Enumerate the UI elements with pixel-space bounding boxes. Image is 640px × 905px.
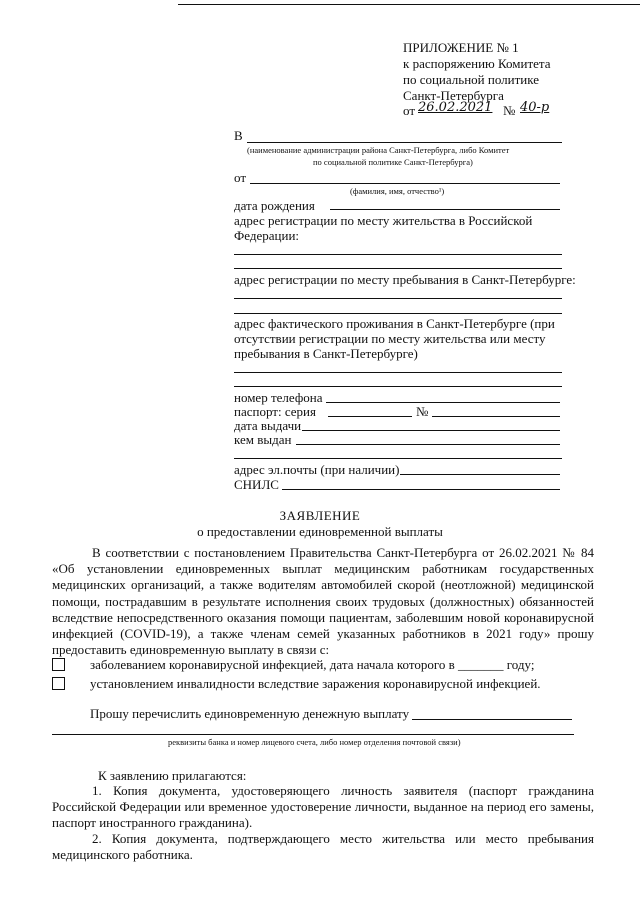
top-border-line: [178, 4, 640, 5]
appendix-number-prefix: №: [503, 103, 516, 118]
issue-date-label: дата выдачи: [234, 418, 302, 433]
issue-date-line: [302, 430, 560, 431]
bank-caption: реквизиты банка и номер лицевого счета, либо номер отделения почтовой связи): [168, 737, 461, 747]
transfer-field-line: [412, 719, 572, 720]
to-field-line: [247, 142, 562, 143]
option-1-checkbox[interactable]: [52, 658, 65, 671]
reg-residence-line-2: Федерации:: [234, 228, 300, 243]
reg-residence-line-1: адрес регистрации по месту жительства в Российской: [234, 213, 533, 228]
birth-date-line: [330, 209, 560, 210]
email-label: адрес эл.почты (при наличии): [234, 462, 400, 477]
issued-by-line: [296, 444, 560, 445]
actual-residence-field-2: [234, 386, 562, 387]
passport-number-label: №: [416, 404, 429, 419]
appendix-date-value: 26.02.2021: [418, 100, 493, 115]
snils-label: СНИЛС: [234, 477, 279, 492]
appendix-line-4: Санкт-Петербурга: [403, 88, 504, 103]
to-caption-line-1: (наименование администрации района Санкт-Петербурга, либо Комитет: [247, 145, 510, 155]
transfer-request: Прошу перечислить единовременную денежную выплату: [90, 706, 410, 721]
actual-residence-line-3: пребывания в Санкт-Петербурге): [234, 346, 418, 361]
actual-residence-field-1: [234, 372, 562, 373]
reg-stay-field-2: [234, 313, 562, 314]
phone-field-line: [326, 402, 560, 403]
attachments-heading: К заявлению прилагаются:: [98, 768, 247, 783]
email-field-line: [400, 474, 560, 475]
to-caption-line-2: по социальной политике Санкт-Петербурга): [313, 157, 473, 167]
statement-title: ЗАЯВЛЕНИЕ: [279, 508, 361, 523]
statement-body: В соответствии с постановлением Правительства Санкт-Петербурга от 26.02.2021 № 84 «Об установлении единовременных выплат медицинским работникам государственных медицинских организаций, а также водителям автомобилей скорой (неотложной) медицинской помощи, пострадавшим в результате исполнения своих трудовых (должностных) обязанностей вследствие непосредственного оказания помощи пациентам, заболевшим новой коронавирусной инфекцией (COVID-19), а также членам семей указанных работников в 2021 году» прошу предоставить единовременную выплату в связи с:: [52, 545, 594, 658]
bank-details-line: [52, 734, 574, 735]
to-label: В: [234, 128, 243, 143]
reg-residence-field-2: [234, 268, 562, 269]
passport-number-line: [432, 416, 560, 417]
reg-stay-field-1: [234, 298, 562, 299]
from-caption: (фамилия, имя, отчество¹): [350, 186, 445, 196]
statement-subtitle: о предоставлении единовременной выплаты: [197, 524, 443, 539]
birth-date-label: дата рождения: [234, 198, 315, 213]
appendix-date-prefix: от: [403, 103, 416, 118]
phone-label: номер телефона: [234, 390, 323, 405]
from-label: от: [234, 170, 247, 185]
snils-field-line: [282, 489, 560, 490]
passport-label: паспорт: серия: [234, 404, 316, 419]
appendix-number-value: 40-р: [520, 100, 550, 115]
reg-stay-label: адрес регистрации по месту пребывания в Санкт-Петербурге:: [234, 272, 576, 287]
actual-residence-line-2: отсутствии регистрации по месту жительства или месту: [234, 331, 546, 346]
option-2-label: установлением инвалидности вследствие заражения коронавирусной инфекцией.: [90, 676, 541, 691]
option-1-label: заболеванием коронавирусной инфекцией, дата начала которого в _______ году;: [90, 657, 535, 672]
from-field-line: [250, 183, 560, 184]
option-2-checkbox[interactable]: [52, 677, 65, 690]
issued-by-line-2: [234, 458, 562, 459]
actual-residence-line-1: адрес фактического проживания в Санкт-Петербурге (при: [234, 316, 555, 331]
reg-residence-field-1: [234, 254, 562, 255]
appendix-line-2: к распоряжению Комитета: [403, 56, 551, 71]
appendix-title: ПРИЛОЖЕНИЕ № 1: [403, 40, 519, 55]
attachment-item-2: 2. Копия документа, подтверждающего место жительства или место пребывания медицинского работника.: [52, 831, 594, 863]
issued-by-label: кем выдан: [234, 432, 292, 447]
appendix-line-3: по социальной политике: [403, 72, 539, 87]
passport-series-line: [328, 416, 412, 417]
attachment-item-1: 1. Копия документа, удостоверяющего личность заявителя (паспорт гражданина Российской Федерации или временное удостоверение личности, выданное на период его замены, паспорт иностранного гражданина).: [52, 783, 594, 831]
